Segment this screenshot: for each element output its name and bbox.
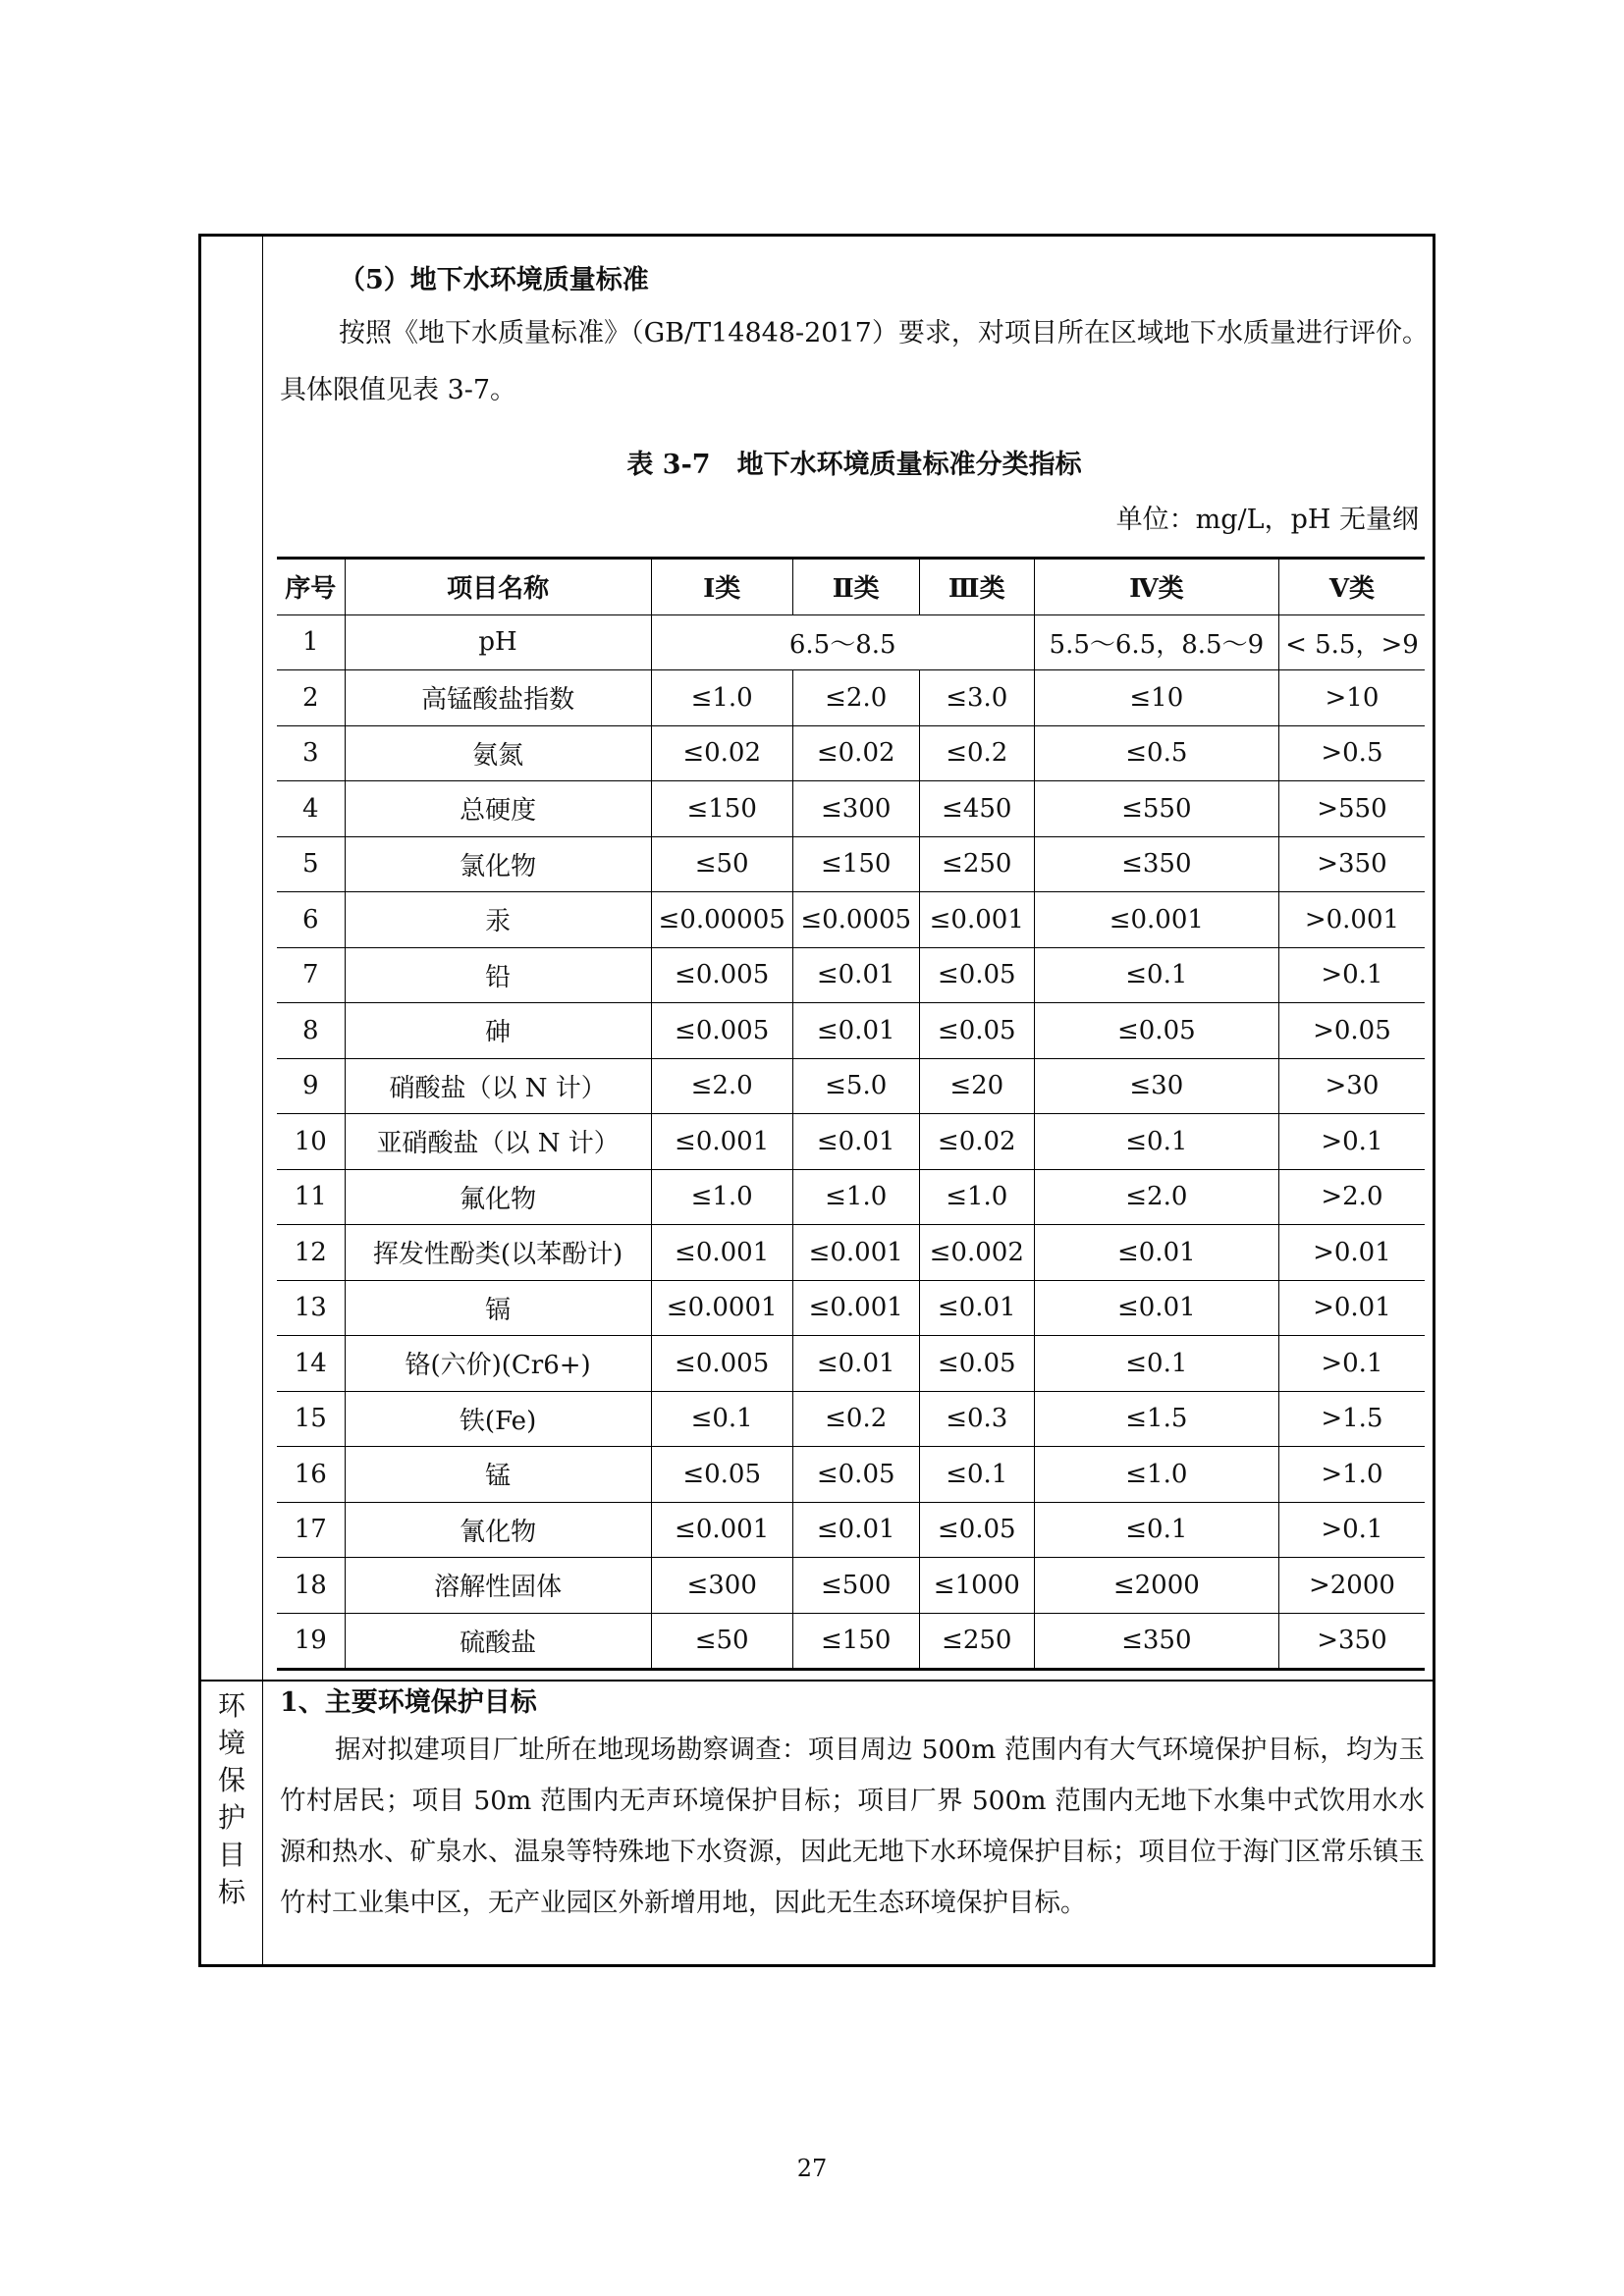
table-cell: ≤0.001 xyxy=(792,1225,919,1281)
side-label-char: 标 xyxy=(217,1876,245,1908)
table-cell: >0.001 xyxy=(1278,892,1425,948)
table-row xyxy=(277,1391,1425,1447)
table-cell: ≤0.1 xyxy=(1034,1114,1278,1170)
table-cell: ≤0.001 xyxy=(651,1225,792,1281)
table-cell: 锰 xyxy=(345,1447,651,1503)
table-cell: 11 xyxy=(277,1169,345,1225)
table-cell: 10 xyxy=(277,1114,345,1170)
table-cell: ≤300 xyxy=(792,781,919,837)
table-row xyxy=(277,1225,1425,1281)
page-number: 27 xyxy=(796,2155,828,2182)
table-cell: ≤2.0 xyxy=(1034,1169,1278,1225)
table-cell: ≤0.005 xyxy=(651,1336,792,1392)
table-cell: ≤0.01 xyxy=(919,1280,1034,1336)
table-cell: ≤1.0 xyxy=(792,1169,919,1225)
table-cell: 亚硝酸盐（以 N 计） xyxy=(345,1114,651,1170)
table-cell: >1.0 xyxy=(1278,1447,1425,1503)
table-cell: ≤350 xyxy=(1034,1613,1278,1670)
header-cell: 项目名称 xyxy=(345,559,651,615)
table-cell: ≤0.2 xyxy=(792,1391,919,1447)
table-row xyxy=(277,670,1425,726)
side-label-environment-protection-target xyxy=(201,1687,262,1911)
table-cell: ≤0.05 xyxy=(792,1447,919,1503)
table-row xyxy=(277,1003,1425,1059)
table-cell: ≤3.0 xyxy=(919,670,1034,726)
header-cell: Ⅲ类 xyxy=(919,559,1034,615)
table-cell: >30 xyxy=(1278,1058,1425,1114)
section-5-heading: （5）地下水环境质量标准 xyxy=(339,265,649,295)
table-cell: 5 xyxy=(277,836,345,892)
table-cell: ≤0.1 xyxy=(1034,1336,1278,1392)
header-cell: 序号 xyxy=(277,559,345,615)
table-cell: ≤0.2 xyxy=(919,725,1034,781)
table-cell: 氨氮 xyxy=(345,725,651,781)
table-row xyxy=(277,1169,1425,1225)
table-row xyxy=(277,1058,1425,1114)
table-cell: ≤0.1 xyxy=(919,1447,1034,1503)
table-cell: ≤1.0 xyxy=(651,1169,792,1225)
groundwater-standard-table xyxy=(277,557,1425,1671)
table-row xyxy=(277,947,1425,1003)
table-cell: 铬(六价)(Cr6+) xyxy=(345,1336,651,1392)
side-label-char: 保 xyxy=(217,1764,245,1796)
header-cell: Ⅱ类 xyxy=(792,559,919,615)
table-cell: ≤0.001 xyxy=(919,892,1034,948)
table-cell: >350 xyxy=(1278,836,1425,892)
table-row xyxy=(277,725,1425,781)
table-cell: >0.05 xyxy=(1278,1003,1425,1059)
table-cell: ≤50 xyxy=(651,1613,792,1670)
table-cell: 19 xyxy=(277,1613,345,1670)
table-cell: 镉 xyxy=(345,1280,651,1336)
table-cell: 铁(Fe) xyxy=(345,1391,651,1447)
table-cell: ≤0.05 xyxy=(919,1003,1034,1059)
table-cell: ≤0.001 xyxy=(792,1280,919,1336)
table-row xyxy=(277,1114,1425,1170)
table-cell: >1.5 xyxy=(1278,1391,1425,1447)
side-label-char: 护 xyxy=(217,1801,245,1834)
table-cell: 汞 xyxy=(345,892,651,948)
table-cell: 17 xyxy=(277,1502,345,1558)
table-row xyxy=(277,1613,1425,1670)
table-row xyxy=(277,1558,1425,1614)
side-label-char: 目 xyxy=(217,1839,245,1871)
table-cell: ≤2000 xyxy=(1034,1558,1278,1614)
table-cell: ≤0.001 xyxy=(1034,892,1278,948)
table-cell: 氰化物 xyxy=(345,1502,651,1558)
table-cell: ≤2.0 xyxy=(651,1058,792,1114)
table-row xyxy=(277,836,1425,892)
table-cell: pH xyxy=(345,614,651,670)
table-cell: 14 xyxy=(277,1336,345,1392)
table-cell: ≤0.05 xyxy=(919,1502,1034,1558)
table-cell: ≤1.0 xyxy=(919,1169,1034,1225)
table-cell: 6.5～8.5 xyxy=(651,614,1034,670)
table-cell: ≤0.05 xyxy=(919,947,1034,1003)
table-row xyxy=(277,781,1425,837)
form-frame xyxy=(198,234,1435,1967)
header-cell: Ⅴ类 xyxy=(1278,559,1425,615)
table-cell: ≤150 xyxy=(792,1613,919,1670)
table-cell: ≤0.005 xyxy=(651,1003,792,1059)
table-cell: ≤30 xyxy=(1034,1058,1278,1114)
table-cell: ≤0.002 xyxy=(919,1225,1034,1281)
table-cell: < 5.5，>9 xyxy=(1278,614,1425,670)
table-cell: 挥发性酚类(以苯酚计) xyxy=(345,1225,651,1281)
table-cell: 铅 xyxy=(345,947,651,1003)
table-row xyxy=(277,1280,1425,1336)
table-cell: ≤0.1 xyxy=(1034,947,1278,1003)
section-1-heading: 1、主要环境保护目标 xyxy=(280,1687,537,1718)
table-cell: >0.5 xyxy=(1278,725,1425,781)
table-cell: >10 xyxy=(1278,670,1425,726)
table-unit-note: 单位：mg/L，pH 无量纲 xyxy=(1115,505,1419,535)
table-cell: 16 xyxy=(277,1447,345,1503)
table-cell: ≤0.01 xyxy=(792,1502,919,1558)
table-cell: ≤0.01 xyxy=(792,947,919,1003)
table-cell: 硫酸盐 xyxy=(345,1613,651,1670)
table-cell: ≤0.001 xyxy=(651,1114,792,1170)
table-cell: 6 xyxy=(277,892,345,948)
table-cell: 5.5～6.5，8.5～9 xyxy=(1034,614,1278,670)
table-cell: ≤0.1 xyxy=(1034,1502,1278,1558)
table-cell: 8 xyxy=(277,1003,345,1059)
table-cell: 3 xyxy=(277,725,345,781)
table-cell: 12 xyxy=(277,1225,345,1281)
table-cell: 4 xyxy=(277,781,345,837)
table-cell: ≤500 xyxy=(792,1558,919,1614)
table-cell: ≤1.0 xyxy=(1034,1447,1278,1503)
table-cell: ≤0.1 xyxy=(651,1391,792,1447)
table-cell: 砷 xyxy=(345,1003,651,1059)
table-cell: 15 xyxy=(277,1391,345,1447)
table-cell: >550 xyxy=(1278,781,1425,837)
table-cell: ≤0.00005 xyxy=(651,892,792,948)
table-cell: ≤300 xyxy=(651,1558,792,1614)
table-cell: ≤2.0 xyxy=(792,670,919,726)
table-cell: 高锰酸盐指数 xyxy=(345,670,651,726)
section-divider xyxy=(201,1680,1433,1682)
side-column-divider xyxy=(262,237,263,1964)
protection-target-paragraph: 据对拟建项目厂址所在地现场勘察调查：项目周边 500m 范围内有大气环境保护目标，均为玉竹村居民；项目 50m 范围内无声环境保护目标；项目厂界 500m 范围内无地下水集中式饮用水水源和热水、矿泉水、温泉等特殊地下水资源，因此无地下水环境保护目标；项目位于海门区常乐镇玉竹村工业集中区，无产业园区外新增用地，因此无生态环境保护目标。 xyxy=(280,1735,1425,1918)
table-row xyxy=(277,892,1425,948)
header-cell: Ⅳ类 xyxy=(1034,559,1278,615)
table-cell: 1 xyxy=(277,614,345,670)
table-cell: ≤250 xyxy=(919,836,1034,892)
table-cell: >0.1 xyxy=(1278,1114,1425,1170)
table-cell: ≤5.0 xyxy=(792,1058,919,1114)
table-cell: ≤0.02 xyxy=(651,725,792,781)
standard-paragraph: 按照《地下水质量标准》（GB/T14848-2017）要求，对项目所在区域地下水质量进行评价。具体限值见表 3-7。 xyxy=(280,318,1429,405)
table-cell: 氯化物 xyxy=(345,836,651,892)
table-cell: ≤0.01 xyxy=(1034,1225,1278,1281)
table-cell: ≤50 xyxy=(651,836,792,892)
table-cell: ≤350 xyxy=(1034,836,1278,892)
table-row xyxy=(277,1336,1425,1392)
table-cell: ≤0.05 xyxy=(919,1336,1034,1392)
table-cell: ≤1.5 xyxy=(1034,1391,1278,1447)
table-cell: ≤0.02 xyxy=(792,725,919,781)
table-cell: ≤550 xyxy=(1034,781,1278,837)
table-cell: ≤0.05 xyxy=(1034,1003,1278,1059)
table-cell: 7 xyxy=(277,947,345,1003)
table-cell: 总硬度 xyxy=(345,781,651,837)
table-row xyxy=(277,614,1425,670)
table-cell: ≤250 xyxy=(919,1613,1034,1670)
table-cell: >2000 xyxy=(1278,1558,1425,1614)
table-cell: 13 xyxy=(277,1280,345,1336)
table-cell: 硝酸盐（以 N 计） xyxy=(345,1058,651,1114)
header-cell: Ⅰ类 xyxy=(651,559,792,615)
table-cell: 溶解性固体 xyxy=(345,1558,651,1614)
table-cell: ≤1.0 xyxy=(651,670,792,726)
table-cell: >0.1 xyxy=(1278,1336,1425,1392)
table-row xyxy=(277,1502,1425,1558)
table-cell: ≤0.01 xyxy=(792,1003,919,1059)
table-cell: ≤0.5 xyxy=(1034,725,1278,781)
table-cell: ≤0.0001 xyxy=(651,1280,792,1336)
table-header-row xyxy=(277,559,1425,615)
table-cell: ≤0.02 xyxy=(919,1114,1034,1170)
table-cell: ≤0.001 xyxy=(651,1502,792,1558)
table-cell: ≤1000 xyxy=(919,1558,1034,1614)
table-cell: 氟化物 xyxy=(345,1169,651,1225)
table-cell: 9 xyxy=(277,1058,345,1114)
table-cell: ≤10 xyxy=(1034,670,1278,726)
side-label-char: 境 xyxy=(217,1727,245,1759)
table-cell: >0.1 xyxy=(1278,947,1425,1003)
table-cell: ≤0.3 xyxy=(919,1391,1034,1447)
table-cell: ≤0.0005 xyxy=(792,892,919,948)
side-label-char: 环 xyxy=(217,1689,245,1722)
table-row xyxy=(277,1447,1425,1503)
table-cell: ≤0.05 xyxy=(651,1447,792,1503)
table-cell: >0.1 xyxy=(1278,1502,1425,1558)
table-cell: >0.01 xyxy=(1278,1280,1425,1336)
table-cell: >350 xyxy=(1278,1613,1425,1670)
table-cell: ≤150 xyxy=(651,781,792,837)
table-caption: 表 3-7 地下水环境质量标准分类指标 xyxy=(626,450,1082,480)
table-cell: ≤20 xyxy=(919,1058,1034,1114)
table-cell: >2.0 xyxy=(1278,1169,1425,1225)
table-cell: >0.01 xyxy=(1278,1225,1425,1281)
table-cell: ≤150 xyxy=(792,836,919,892)
table-cell: 18 xyxy=(277,1558,345,1614)
table-cell: 2 xyxy=(277,670,345,726)
table-cell: ≤0.01 xyxy=(792,1336,919,1392)
table-cell: ≤0.01 xyxy=(792,1114,919,1170)
table-cell: ≤450 xyxy=(919,781,1034,837)
table-cell: ≤0.01 xyxy=(1034,1280,1278,1336)
table-cell: ≤0.005 xyxy=(651,947,792,1003)
